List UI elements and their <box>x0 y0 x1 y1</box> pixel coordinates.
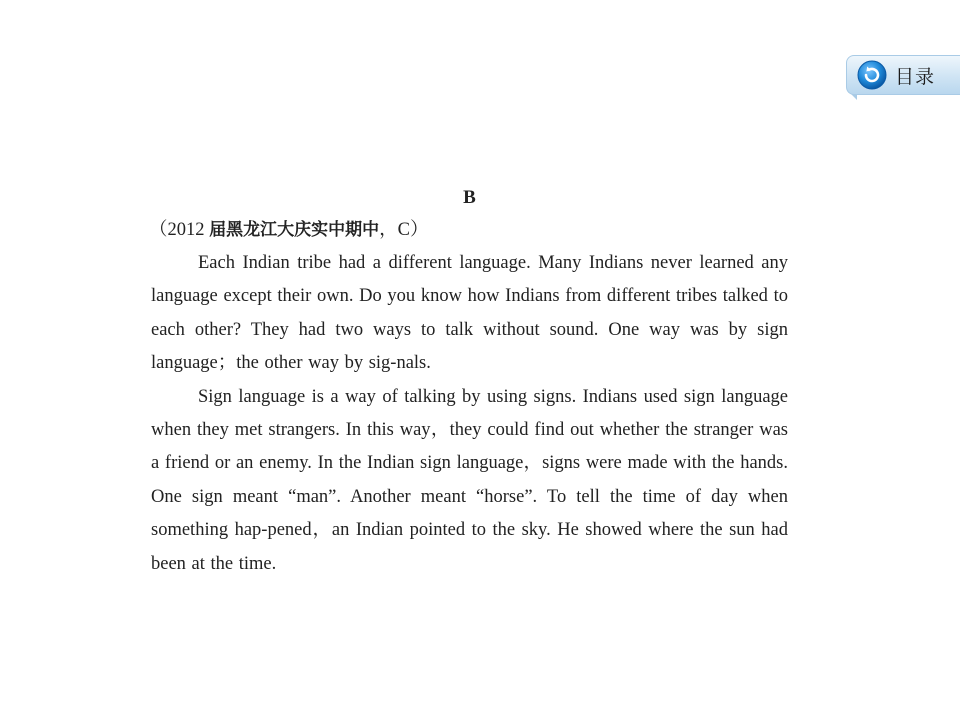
toc-button[interactable] <box>846 55 960 95</box>
paragraph-2: Sign language is a way of talking by using signs. Indians used sign language when they met strangers. In this way，they could find out whether the stranger was a friend or an enemy. In the Indian sign language，signs were made with the hands. One sign meant “man”. Another meant “horse”. To tell the time of day when something hap-pened，an Indian pointed to the sky. He showed where the sun had been at the time. <box>151 386 788 574</box>
source-line <box>149 214 788 247</box>
source-chinese: 届黑龙江大庆实中期中 <box>209 220 380 240</box>
source-open: （2012 <box>149 220 210 240</box>
section-title: B <box>463 187 476 208</box>
reading-passage <box>151 182 788 581</box>
refresh-circle-icon <box>857 60 887 90</box>
toc-label: 目录 <box>895 65 936 88</box>
paragraph-1: Each Indian tribe had a different language. Many Indians never learned any language except their own. Do you know how Indians from different tribes talked to each other? They had two ways to talk without sound. One way was by sign language；the other way by sig-nals. <box>151 253 788 374</box>
source-close: ，C） <box>379 220 429 240</box>
